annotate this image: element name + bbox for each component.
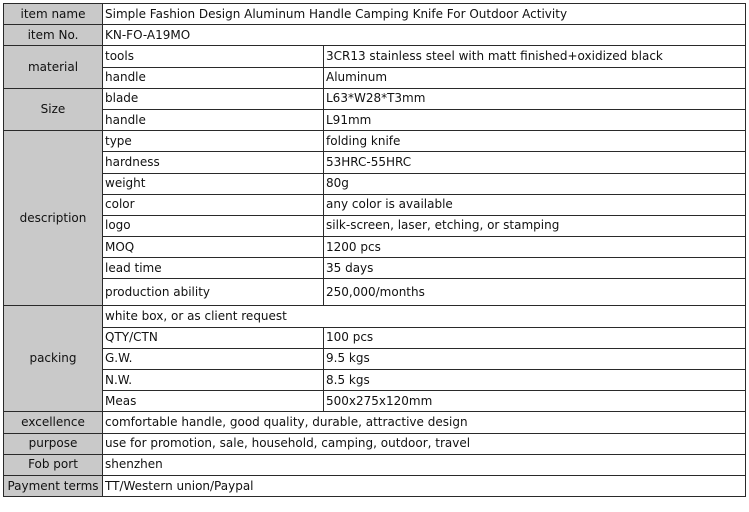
key-type: type xyxy=(103,131,324,152)
value-item-no: KN-FO-A19MO xyxy=(103,25,746,46)
value-purpose: use for promotion, sale, household, camping, outdoor, travel xyxy=(103,433,746,454)
row-size-handle xyxy=(4,109,746,130)
key-size-handle: handle xyxy=(103,109,324,130)
key-color: color xyxy=(103,194,324,215)
value-payment-terms: TT/Western union/Paypal xyxy=(103,475,746,496)
row-packing-meas xyxy=(4,391,746,412)
row-description-logo xyxy=(4,215,746,236)
key-weight: weight xyxy=(103,173,324,194)
row-item-no xyxy=(4,25,746,46)
value-weight: 80g xyxy=(324,173,746,194)
label-fob-port: Fob port xyxy=(4,454,103,475)
label-item-name: item name xyxy=(4,4,103,25)
key-production-ability: production ability xyxy=(103,279,324,306)
key-material-handle: handle xyxy=(103,67,324,88)
value-item-name: Simple Fashion Design Aluminum Handle Camping Knife For Outdoor Activity xyxy=(103,4,746,25)
value-lead-time: 35 days xyxy=(324,258,746,279)
key-material-tools: tools xyxy=(103,46,324,67)
label-item-no: item No. xyxy=(4,25,103,46)
row-description-moq xyxy=(4,237,746,258)
key-nw: N.W. xyxy=(103,370,324,391)
row-material-tools xyxy=(4,46,746,67)
key-moq: MOQ xyxy=(103,237,324,258)
key-qty-ctn: QTY/CTN xyxy=(103,327,324,348)
row-description-color xyxy=(4,194,746,215)
row-purpose xyxy=(4,433,746,454)
row-excellence xyxy=(4,412,746,433)
value-type: folding knife xyxy=(324,131,746,152)
label-purpose: purpose xyxy=(4,433,103,454)
label-packing: packing xyxy=(4,306,103,412)
value-color: any color is available xyxy=(324,194,746,215)
row-item-name xyxy=(4,4,746,25)
row-description-production-ability xyxy=(4,279,746,306)
key-size-blade: blade xyxy=(103,88,324,109)
key-hardness: hardness xyxy=(103,152,324,173)
row-description-type xyxy=(4,131,746,152)
row-description-weight xyxy=(4,173,746,194)
value-nw: 8.5 kgs xyxy=(324,370,746,391)
row-description-hardness xyxy=(4,152,746,173)
value-meas: 500x275x120mm xyxy=(324,391,746,412)
value-material-handle: Aluminum xyxy=(324,67,746,88)
row-packing-gw xyxy=(4,348,746,369)
label-description: description xyxy=(4,131,103,306)
label-payment-terms: Payment terms xyxy=(4,475,103,496)
key-gw: G.W. xyxy=(103,348,324,369)
row-material-handle xyxy=(4,67,746,88)
value-excellence: comfortable handle, good quality, durable, attractive design xyxy=(103,412,746,433)
key-logo: logo xyxy=(103,215,324,236)
value-hardness: 53HRC-55HRC xyxy=(324,152,746,173)
row-payment-terms xyxy=(4,475,746,496)
value-size-blade: L63*W28*T3mm xyxy=(324,88,746,109)
value-packing-note: white box, or as client request xyxy=(103,306,746,327)
row-packing-qty xyxy=(4,327,746,348)
value-size-handle: L91mm xyxy=(324,109,746,130)
row-size-blade xyxy=(4,88,746,109)
row-packing-note xyxy=(4,306,746,327)
value-moq: 1200 pcs xyxy=(324,237,746,258)
value-qty-ctn: 100 pcs xyxy=(324,327,746,348)
row-description-lead-time xyxy=(4,258,746,279)
row-fob-port xyxy=(4,454,746,475)
value-production-ability: 250,000/months xyxy=(324,279,746,306)
product-spec-table xyxy=(3,3,746,497)
value-gw: 9.5 kgs xyxy=(324,348,746,369)
row-packing-nw xyxy=(4,370,746,391)
value-material-tools: 3CR13 stainless steel with matt finished+oxidized black xyxy=(324,46,746,67)
key-lead-time: lead time xyxy=(103,258,324,279)
label-size: Size xyxy=(4,88,103,130)
label-excellence: excellence xyxy=(4,412,103,433)
label-material: material xyxy=(4,46,103,88)
key-meas: Meas xyxy=(103,391,324,412)
value-fob-port: shenzhen xyxy=(103,454,746,475)
value-logo: silk-screen, laser, etching, or stamping xyxy=(324,215,746,236)
